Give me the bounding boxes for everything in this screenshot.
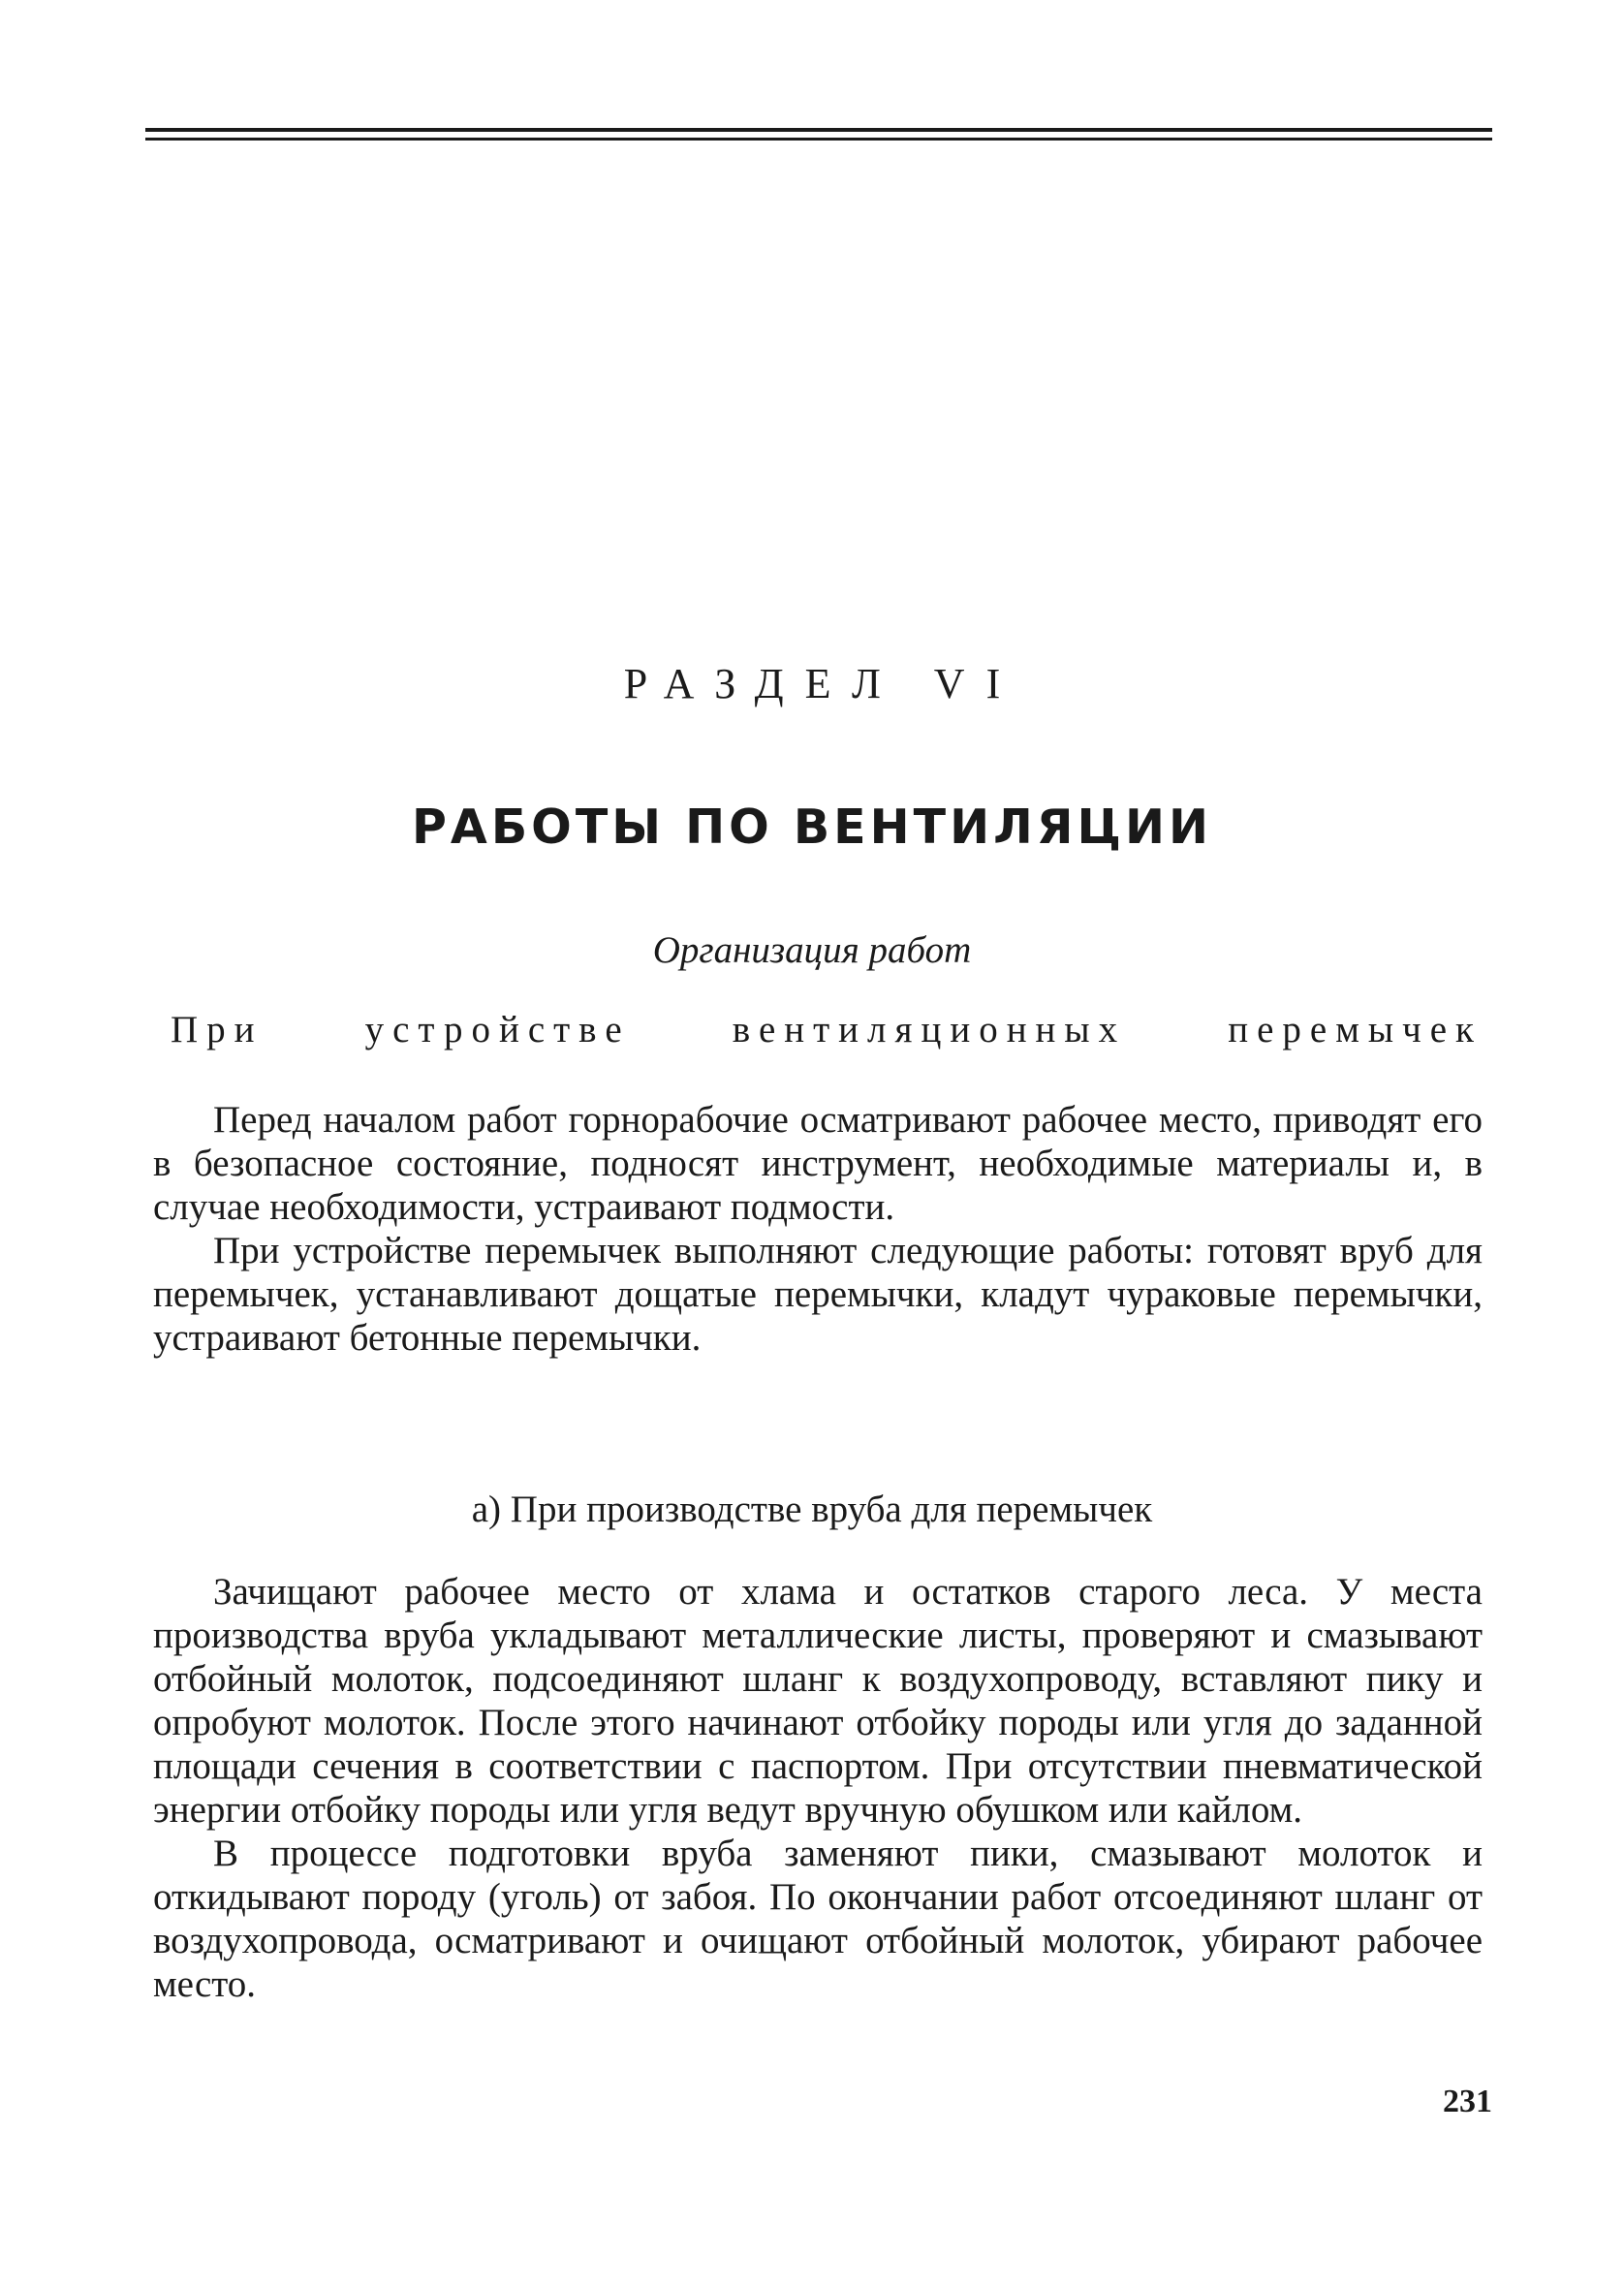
top-rule-secondary (145, 138, 1492, 141)
paragraph: При устройстве перемычек выполняют следующие работы: готовят вруб для перемычек, устанавливают дощатые перемычки, кладут чураковые перемычки, устраивают бетонные перемычки. (153, 1230, 1483, 1359)
paragraph: В процессе подготовки вруба заменяют пики, смазывают молоток и откидывают породу (уголь) от забоя. По окончании работ отсоединяют шланг от воздухопровода, осматривают и очищают отбойный молоток, убирают рабочее место. (153, 1833, 1483, 2005)
subheading: а) При производстве вруба для перемычек (471, 1489, 1153, 1530)
spaced-heading-word: вентиляционных (732, 1009, 1127, 1050)
top-rule (145, 128, 1492, 132)
spaced-heading-word: устройстве (364, 1009, 631, 1050)
page-number: 231 (1443, 2084, 1492, 2119)
spaced-heading-word: перемычек (1228, 1009, 1483, 1050)
paragraph: Перед началом работ горнорабочие осматривают рабочее место, приводят его в безопасное состояние, подносят инструмент, необходимые материалы и, в случае необходимости, устраивают подмости. (153, 1099, 1483, 1228)
subtitle: Организация работ (652, 929, 972, 971)
section-label: РАЗДЕЛ VI (623, 660, 1022, 707)
paragraph: Зачищают рабочее место от хлама и остатков старого леса. У места производства вруба укладывают металлические листы, проверяют и смазывают отбойный молоток, подсоединяют шланг к воздухопроводу, вставляют пику и опробуют молоток. После этого начинают отбойку породы или угля до заданной площади сечения в соответствии с паспортом. При отсутствии пневматической энергии отбойку породы или угля ведут вручную обушком или кайлом. (153, 1571, 1483, 1831)
text-block-intro (153, 1098, 1483, 1360)
spaced-heading-word: При (171, 1009, 264, 1050)
page-title: РАБОТЫ ПО ВЕНТИЛЯЦИИ (412, 800, 1212, 855)
text-block-procedure (153, 1570, 1483, 2006)
spaced-heading (171, 1008, 1483, 1051)
